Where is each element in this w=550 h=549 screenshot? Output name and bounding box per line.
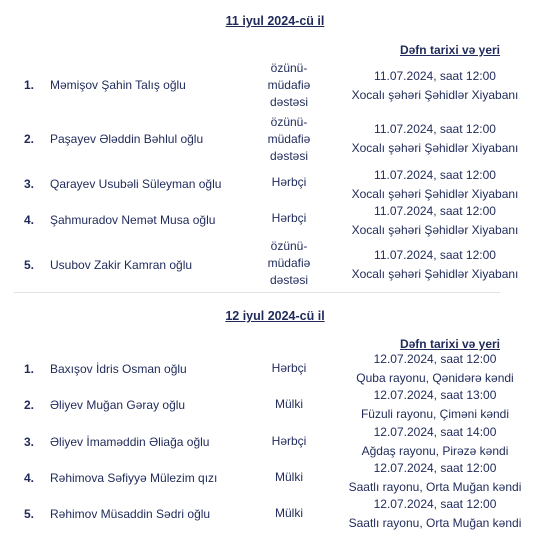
- burial-cell: [330, 350, 540, 388]
- table-row: [0, 495, 550, 535]
- status-line: özünü-: [270, 61, 308, 75]
- burial-date: 12.07.2024, saat 13:00: [373, 388, 497, 402]
- status-cell: [255, 60, 323, 111]
- status-cell: [255, 238, 323, 289]
- burial-date: 11.07.2024, saat 12:00: [374, 248, 496, 262]
- person-name: Rəhimova Səfiyyə Mülezim qızı: [50, 471, 218, 485]
- row-number: 3.: [24, 435, 35, 449]
- status-line: Hərbçi: [271, 434, 307, 448]
- burial-place: Xocalı şəhəri Şəhidlər Xiyabanı: [351, 141, 519, 155]
- table-row: [0, 166, 550, 202]
- table-row: [0, 238, 550, 292]
- burial-cell: [330, 67, 540, 105]
- status-line: dəstəsi: [269, 95, 309, 109]
- section-2-title: 12 iyul 2024-cü il: [225, 309, 325, 323]
- person-name: Paşayev Ələddin Bəhlul oğlu: [50, 132, 204, 146]
- person-name: Şahmuradov Nemət Musa oğlu: [50, 213, 216, 227]
- row-number: 2.: [24, 132, 35, 146]
- burial-date: 11.07.2024, saat 12:00: [374, 204, 496, 218]
- status-line: dəstəsi: [269, 273, 309, 287]
- status-line: dəstəsi: [269, 149, 309, 163]
- burial-date: 12.07.2024, saat 14:00: [373, 425, 497, 439]
- table-row: [0, 386, 550, 424]
- status-cell: [255, 505, 323, 522]
- burial-cell: [330, 386, 540, 424]
- row-number: 4.: [24, 471, 35, 485]
- row-number: 4.: [24, 213, 35, 227]
- burial-date: 11.07.2024, saat 12:00: [374, 168, 496, 182]
- burial-place: Xocalı şəhəri Şəhidlər Xiyabanı: [351, 223, 519, 237]
- burial-cell: [330, 495, 540, 533]
- status-line: Hərbçi: [271, 361, 307, 375]
- status-line: özünü-: [270, 115, 308, 129]
- burial-cell: [330, 246, 540, 284]
- section-divider: [14, 292, 500, 293]
- burial-place: Saatlı rayonu, Orta Muğan kəndi: [348, 516, 522, 530]
- row-number: 2.: [24, 398, 35, 412]
- table-row: [0, 202, 550, 238]
- burial-date: 11.07.2024, saat 12:00: [374, 69, 496, 83]
- burial-date: 11.07.2024, saat 12:00: [374, 122, 496, 136]
- section-2-column-header: Dəfn tarixi və yeri: [399, 337, 501, 351]
- table-row: [0, 112, 550, 168]
- burial-date: 12.07.2024, saat 12:00: [373, 497, 497, 511]
- status-cell: [255, 210, 323, 227]
- burial-cell: [330, 202, 540, 240]
- person-name: Usubov Zakir Kamran oğlu: [50, 258, 193, 272]
- status-line: Hərbçi: [271, 211, 307, 225]
- status-line: Mülki: [274, 470, 303, 484]
- person-name: Əliyev Muğan Gəray oğlu: [50, 398, 186, 412]
- table-row: [0, 459, 550, 497]
- person-name: Məmişov Şahin Talış oğlu: [50, 78, 186, 92]
- status-line: müdafiə: [267, 78, 311, 92]
- person-name: Əliyev İmaməddin Əliağa oğlu: [50, 435, 210, 449]
- row-number: 3.: [24, 177, 35, 191]
- section-1-title: 11 iyul 2024-cü il: [225, 14, 325, 28]
- burial-place: Saatlı rayonu, Orta Muğan kəndi: [348, 480, 522, 494]
- status-line: müdafiə: [267, 132, 311, 146]
- table-row: [0, 58, 550, 114]
- row-number: 1.: [24, 78, 35, 92]
- section-1-column-header: Dəfn tarixi və yeri: [399, 43, 501, 57]
- burial-cell: [330, 459, 540, 497]
- burial-place: Quba rayonu, Qənidərə kəndi: [356, 371, 514, 385]
- table-row: [0, 423, 550, 461]
- burial-date: 12.07.2024, saat 12:00: [373, 352, 497, 366]
- person-name: Qarayev Usubəli Süleyman oğlu: [50, 177, 222, 191]
- person-name: Rəhimov Müsaddin Sədri oğlu: [50, 507, 211, 521]
- burial-cell: [330, 423, 540, 461]
- status-line: Hərbçi: [271, 175, 307, 189]
- status-cell: [255, 174, 323, 191]
- burial-place: Füzuli rayonu, Çiməni kəndi: [360, 407, 510, 421]
- table-row: [0, 350, 550, 388]
- person-name: Baxışov İdris Osman oğlu: [50, 362, 187, 376]
- burial-cell: [330, 166, 540, 204]
- row-number: 5.: [24, 507, 35, 521]
- burial-place: Xocalı şəhəri Şəhidlər Xiyabanı: [351, 88, 519, 102]
- status-line: özünü-: [270, 239, 308, 253]
- status-cell: [255, 469, 323, 486]
- burial-place: Xocalı şəhəri Şəhidlər Xiyabanı: [351, 187, 519, 201]
- status-cell: [255, 114, 323, 165]
- status-cell: [255, 433, 323, 450]
- status-line: Mülki: [274, 506, 303, 520]
- row-number: 5.: [24, 258, 35, 272]
- status-cell: [255, 360, 323, 377]
- row-number: 1.: [24, 362, 35, 376]
- status-line: Mülki: [274, 397, 303, 411]
- status-cell: [255, 396, 323, 413]
- status-line: müdafiə: [267, 256, 311, 270]
- burial-date: 12.07.2024, saat 12:00: [373, 461, 497, 475]
- burial-cell: [330, 120, 540, 158]
- burial-place: Xocalı şəhəri Şəhidlər Xiyabanı: [351, 267, 519, 281]
- burial-place: Ağdaş rayonu, Pirəzə kəndi: [361, 444, 509, 458]
